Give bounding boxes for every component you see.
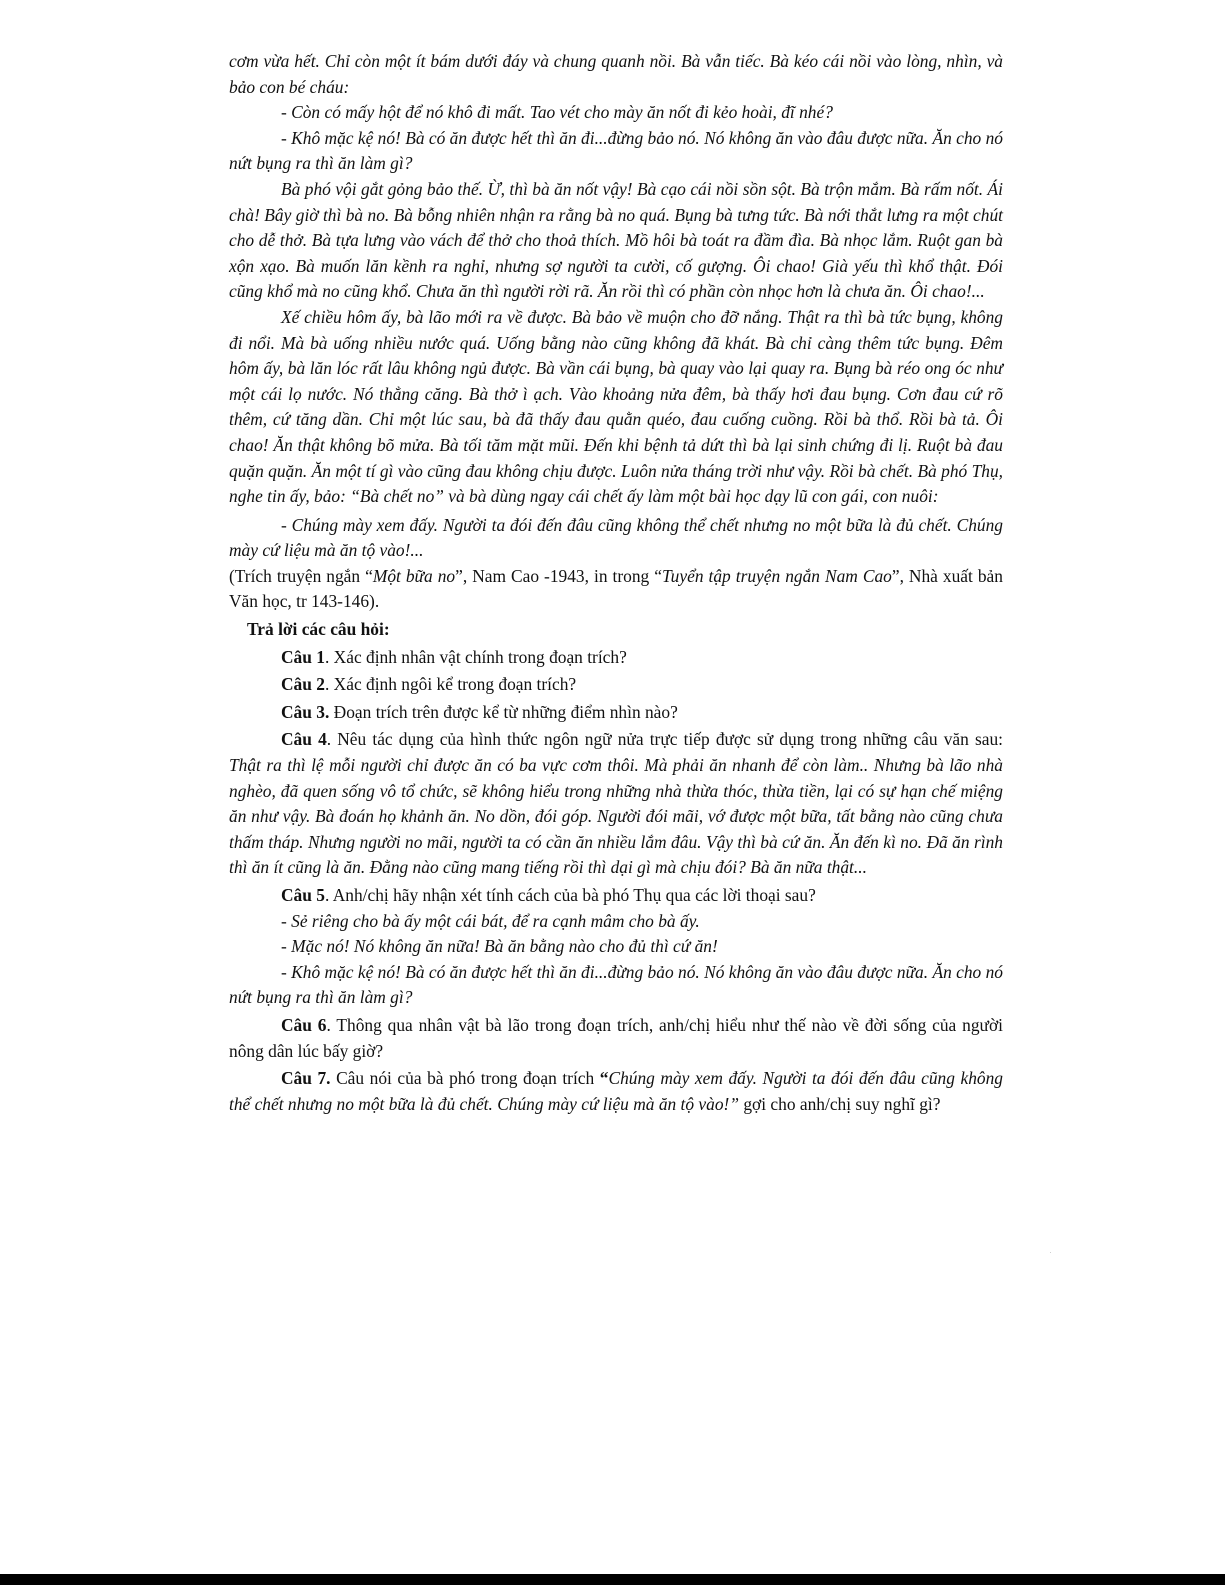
question-text: . Xác định nhân vật chính trong đoạn trích? xyxy=(324,646,627,667)
question-text: . Anh/chị hãy nhận xét tính cách của bà phó Thụ qua các lời thoại sau? xyxy=(324,885,816,905)
question-5-dialogue-line: - Sẻ riêng cho bà ấy một cái bát, để ra cạnh mâm cho bà ấy. xyxy=(281,910,700,931)
citation-close: ”, Nhà xuất bản Văn học, tr 143-146). xyxy=(229,565,1003,612)
document-page xyxy=(229,49,1003,1117)
question-label: Câu 7. xyxy=(281,1068,331,1089)
question-6 xyxy=(229,1013,1003,1064)
question-text: Đoạn trích trên được kể từ những điểm nhìn nào? xyxy=(329,701,678,722)
question-label: Câu 6 xyxy=(281,1014,327,1035)
citation xyxy=(229,564,1003,615)
question-text: . Xác định ngôi kể trong đoạn trích? xyxy=(324,674,577,695)
question-label: Câu 1 xyxy=(281,646,325,667)
question-1 xyxy=(229,645,1003,671)
question-quote: Chúng mày xem đấy. Người ta đói đến đâu cũng không thể chết nhưng no một bữa là đủ chết. Chúng mày cứ liệu mà ăn tộ vào!” xyxy=(229,1068,1003,1114)
citation-open: (Trích truyện ngắn “ xyxy=(229,565,373,586)
passage-paragraph: cơm vừa hết. Chỉ còn một ít bám dưới đáy và chung quanh nồi. Bà vẫn tiếc. Bà kéo cái nồi vào lòng, nhìn, và bảo con bé cháu: xyxy=(229,51,1003,97)
scan-speck xyxy=(1050,1252,1051,1253)
question-5 xyxy=(229,883,1003,909)
scan-bottom-border xyxy=(0,1574,1225,1585)
question-text: . Nêu tác dụng của hình thức ngôn ngữ nửa trực tiếp được sử dụng trong những câu văn sau: xyxy=(326,729,1003,750)
passage-dialogue: - Khô mặc kệ nó! Bà có ăn được hết thì ăn đi...đừng bảo nó. Nó không ăn vào đâu được nữa. Ăn cho nó nứt bụng ra thì ăn làm gì? xyxy=(229,127,1003,174)
passage-paragraph: Xế chiều hôm ấy, bà lão mới ra về được. Bà bảo về muộn cho đỡ nắng. Thật ra thì bà tức bụng, không đi nổi. Mà bà uống nhiều nước quá. Uống bằng nào cũng không đã khát. Bà chỉ càng thêm tức bụng. Đêm hôm ấy, bà lăn lóc rất lâu không ngủ được. Bà vần cái bụng, bà quay vào lại quay ra. Bụng bà réo ong óc như một cái lọ nước. Nó thẳng căng. Bà thở ì ạch. Vào khoảng nửa đêm, bà thấy hơi đau bụng. Cơn đau cứ rõ thêm, cứ tăng dần. Chỉ một lúc sau, bà đã thấy đau quằn quéo, đau cuống cuồng. Rồi bà thổ. Rồi bà tả. Ôi chao! Ăn thật không bõ mửa. Bà tối tăm mặt mũi. Đến khi bệnh tả dứt thì bà lại sinh chứng đi lị. Ruột bà đau quặn quặn. Ăn một tí gì vào cũng đau không chịu được. Luôn nửa tháng trời như vậy. Rồi bà chết. Bà phó Thụ, nghe tin ấy, bảo: “Bà chết no” và bà dùng ngay cái chết ấy làm một bài học dạy lũ con gái, con nuôi: xyxy=(229,306,1003,507)
question-label: Câu 3. xyxy=(281,701,330,722)
question-7 xyxy=(229,1066,1003,1117)
citation-story-title: Một bữa no xyxy=(372,565,456,586)
citation-mid: ”, Nam Cao -1943, in trong “ xyxy=(455,565,662,586)
question-2 xyxy=(229,672,1003,698)
question-label: Câu 4 xyxy=(281,729,327,750)
question-label: Câu 2 xyxy=(281,674,325,695)
questions-heading: Trả lời các câu hỏi: xyxy=(247,619,390,640)
passage-paragraph: Bà phó vội gắt gỏng bảo thế. Ừ, thì bà ăn nốt vậy! Bà cạo cái nồi sồn sột. Bà trộn mắm. Bà rấm nốt. Ái chà! Bây giờ thì bà no. Bà bỗng nhiên nhận ra rằng bà no quá. Bụng bà tưng tức. Bà nới thắt lưng ra một chút cho dễ thở. Bà tựa lưng vào vách để thở cho thoả thích. Mồ hôi bà toát ra đầm đìa. Bà nhọc lắm. Ruột gan bà xộn xạo. Bà muốn lăn kềnh ra nghỉ, nhưng sợ người ta cười, cố gượng. Ôi chao! Già yếu thì khổ thật. Đói cũng khổ mà no cũng khổ. Chưa ăn thì người rời rã. Ăn rồi thì có phần còn nhọc hơn là chưa ăn. Ôi chao!... xyxy=(229,178,1003,302)
question-5-dialogue-line: - Khô mặc kệ nó! Bà có ăn được hết thì ăn đi...đừng bảo nó. Nó không ăn vào đâu được nữa. Ăn cho nó nứt bụng ra thì ăn làm gì? xyxy=(229,961,1003,1008)
passage-dialogue: - Chúng mày xem đấy. Người ta đói đến đâu cũng không thể chết nhưng no một bữa là đủ chết. Chúng mày cứ liệu mà ăn tộ vào!... xyxy=(229,514,1003,561)
question-text: Câu nói của bà phó trong đoạn trích xyxy=(330,1068,600,1089)
question-5-dialogue-line: - Mặc nó! Nó không ăn nữa! Bà ăn bằng nào cho đủ thì cứ ăn! xyxy=(281,936,718,957)
question-4 xyxy=(229,727,1003,881)
passage-dialogue: - Còn có mấy hột để nó khô đi mất. Tao vét cho mày ăn nốt đi kẻo hoài, đĩ nhé? xyxy=(281,102,833,123)
question-quote-open: “ xyxy=(599,1068,609,1089)
question-text: . Thông qua nhân vật bà lão trong đoạn trích, anh/chị hiểu như thế nào về đời sống của người nông dân lúc bấy giờ? xyxy=(229,1014,1003,1061)
citation-book-title: Tuyển tập truyện ngắn Nam Cao xyxy=(661,565,892,586)
question-label: Câu 5 xyxy=(281,885,325,905)
question-text-end: gợi cho anh/chị suy nghĩ gì? xyxy=(739,1093,941,1114)
question-3 xyxy=(229,700,1003,726)
question-quote: Thật ra thì lệ mỗi người chỉ được ăn có ba vực cơm thôi. Mà phải ăn nhanh để còn làm.. Nhưng bà lão nhà nghèo, đã quen sống vô tổ chức, sẽ không hiểu trong những nhà thừa thóc, thừa tiền, lại có sự hạn chế miệng ăn như vậy. Bà đoán họ khảnh ăn. No dồn, đói góp. Người đói mãi, vớ được một bữa, tất bằng nào cũng chưa thấm tháp. Nhưng người no mãi, người ta có cần ăn nhiều lắm đâu. Vậy thì bà cứ ăn. Ăn đến kì no. Đã ăn rình thì ăn ít cũng là ăn. Đằng nào cũng mang tiếng rồi thì dại gì mà chịu đói? Bà ăn nữa thật... xyxy=(229,755,1003,878)
